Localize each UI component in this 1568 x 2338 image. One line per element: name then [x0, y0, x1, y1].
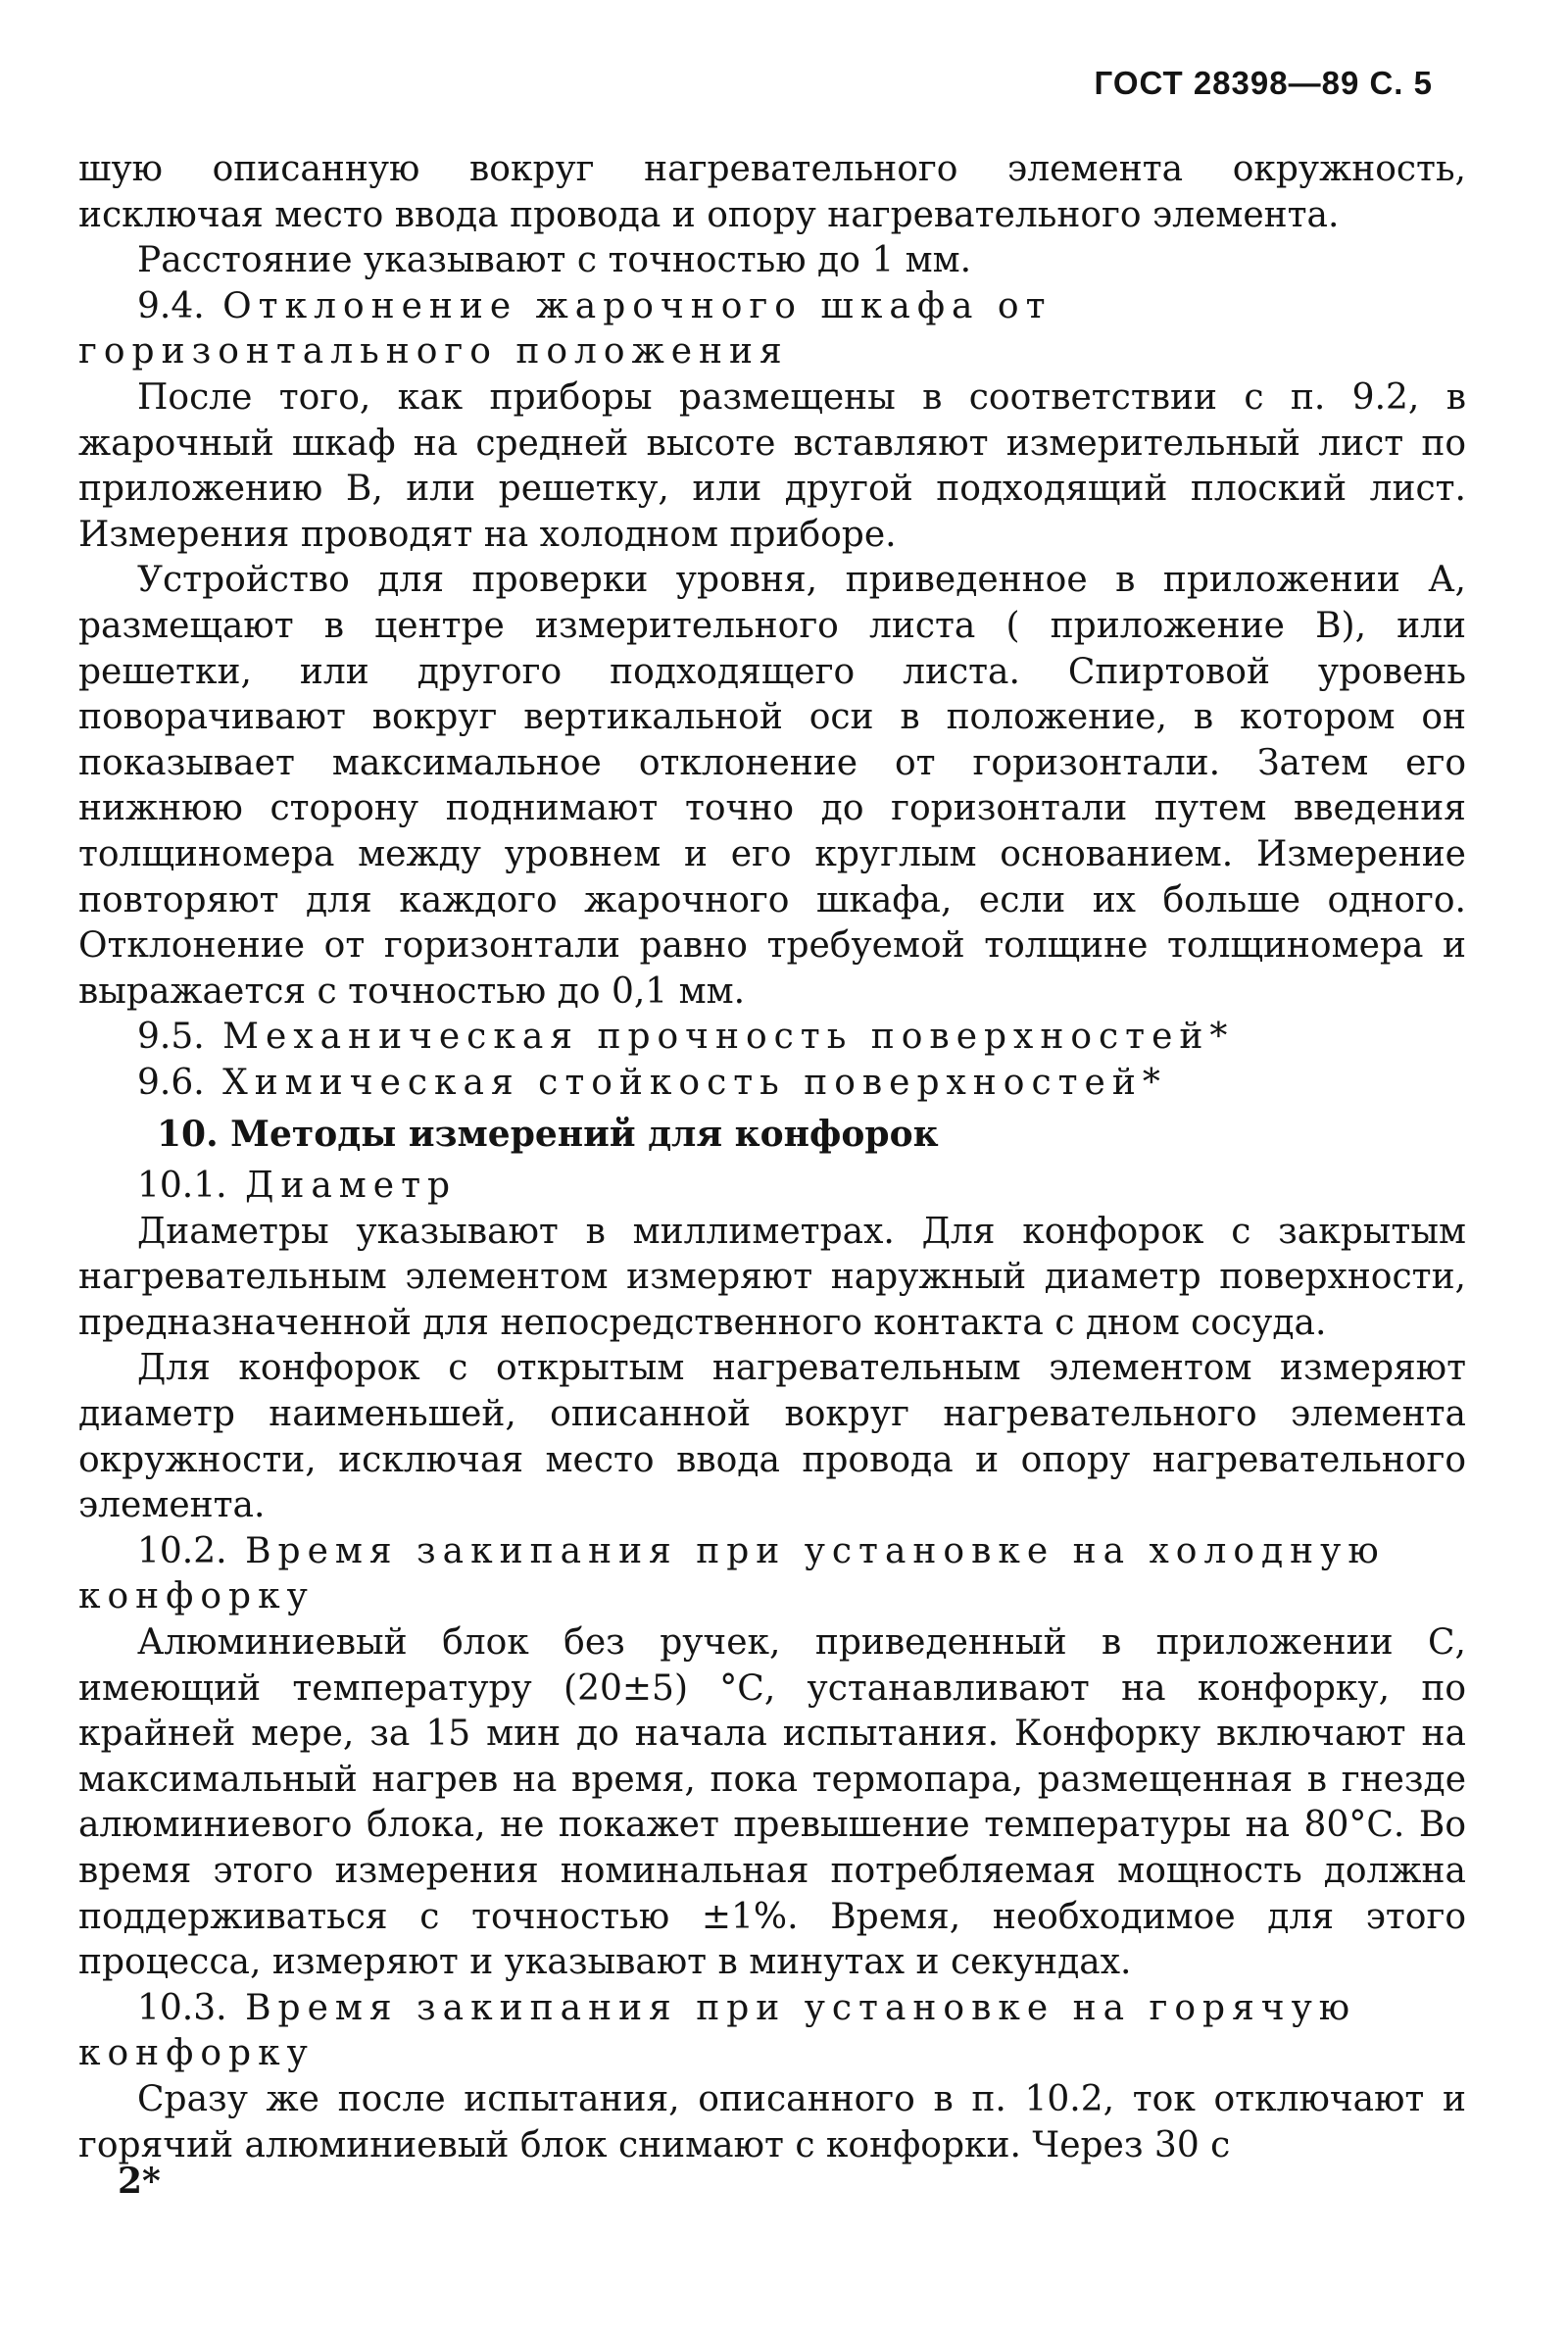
clause-number: 9.6. — [137, 1062, 205, 1103]
clause-number: 10.2. — [137, 1530, 227, 1571]
clause-9-4-heading — [78, 284, 1466, 375]
paragraph-10-1-b: Для конфорок с открытым нагревательным элементом измеряют диаметр наименьшей, описанной вокруг нагревательного элемента окружности, исключая место ввода провода и опору нагревательного элемента. — [78, 1348, 1466, 1526]
paragraph-9-4-b: Устройство для проверки уровня, приведенное в приложении А, размещают в центре измерительного листа ( приложение В), или решетки, или другого подходящего листа. Спиртовой уровень поворачивают вокруг вертикальной оси в положение, в котором он показывает максимальное отклонение от горизонтали. Затем его нижнюю сторону поднимают точно до горизонтали путем введения толщиномера между уровнем и его круглым основанием. Измерение повторяют для каждого жарочного шкафа, если их больше одного. Отклонение от горизонтали равно требуемой толщине толщиномера и выражается с точностью до 0,1 мм. — [78, 560, 1466, 1012]
document-body — [78, 147, 1466, 2168]
clause-title: Химическая стойкость поверхностей* — [222, 1062, 1167, 1103]
paragraph-10-2: Алюминиевый блок без ручек, приведенный в приложении С, имеющий температуру (20±5) °С, устанавливают на конфорку, по крайней мере, за 15 мин до начала испытания. Конфорку включают на максимальный нагрев на время, пока термопара, размещенная в гнезде алюминиевого блока, не покажет превышение температуры на 80°С. Во время этого измерения номинальная потребляемая мощность должна поддерживаться с точностью ±1%. Время, необходимое для этого процесса, измеряют и указывают в минутах и секундах. — [78, 1622, 1466, 1983]
clause-9-5-heading — [78, 1015, 1466, 1061]
paragraph-10-3: Сразу же после испытания, описанного в п. 10.2, ток отключают и горячий алюминиевый блок снимают с конфорки. Через 30 с — [78, 2078, 1466, 2165]
clause-9-6-heading — [78, 1061, 1466, 1107]
clause-10-3-heading — [78, 1986, 1466, 2077]
clause-number: 9.5. — [137, 1017, 205, 1058]
clause-title: Время закипания при установке на горячую конфорку — [78, 1987, 1357, 2074]
clause-title: Механическая прочность поверхностей* — [222, 1017, 1235, 1058]
clause-title: Диаметр — [245, 1166, 458, 1207]
paragraph-accuracy: Расстояние указывают с точностью до 1 мм. — [137, 240, 972, 281]
running-header: ГОСТ 28398—89 С. 5 — [1094, 65, 1433, 101]
paragraph-continued: шую описанную вокруг нагревательного элемента окружность, исключая место ввода провода и опору нагревательного элемента. — [78, 149, 1466, 235]
clause-10-1-heading — [78, 1164, 1466, 1210]
section-10-heading: 10. Методы измерений для конфорок — [157, 1114, 939, 1156]
clause-10-2-heading — [78, 1529, 1466, 1620]
clause-title: Время закипания при установке на холодную конфорку — [78, 1530, 1386, 1617]
paragraph-9-4-a: После того, как приборы размещены в соответствии с п. 9.2, в жарочный шкаф на средней высоте вставляют измерительный лист по приложению В, или решетку, или другой подходящий плоский лист. Измерения проводят на холодном приборе. — [78, 376, 1466, 555]
clause-number: 10.3. — [137, 1987, 227, 2028]
clause-number: 9.4. — [137, 285, 205, 326]
clause-title: Отклонение жарочного шкафа от горизонтального положения — [78, 285, 1053, 373]
paragraph-10-1-a: Диаметры указывают в миллиметрах. Для конфорок с закрытым нагревательным элементом измеряют наружный диаметр поверхности, предназначенной для непосредственного контакта с дном сосуда. — [78, 1211, 1466, 1343]
clause-number: 10.1. — [137, 1166, 227, 1207]
signature-mark: 2* — [118, 2161, 161, 2202]
